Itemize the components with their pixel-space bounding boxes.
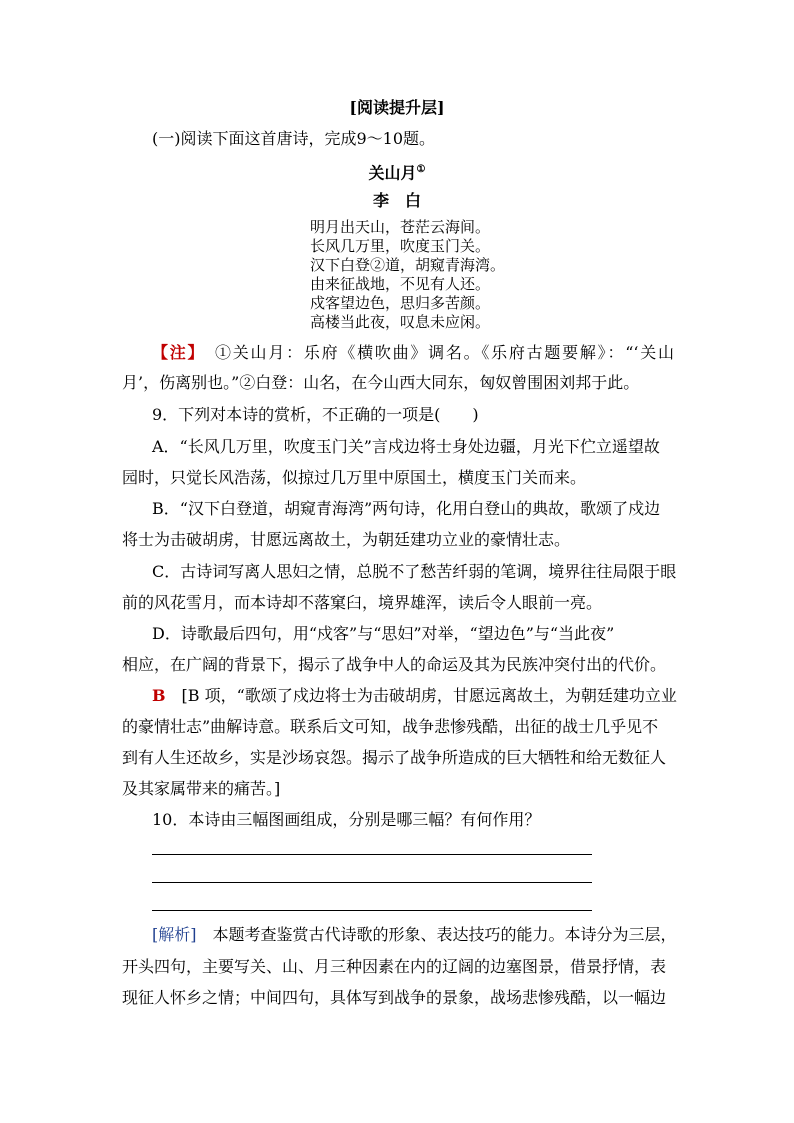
note-text-1: ①关山月：乐府《横吹曲》调名。《乐府古题要解》：“‘关山 (215, 343, 674, 362)
q9-option-a-line1: A．“长风几万里，吹度玉门关”言戍边将士身处边疆，月光下伫立遥望故 (152, 437, 660, 456)
q10-stem: 10．本诗由三幅图画组成，分别是哪三幅？有何作用？ (152, 810, 541, 829)
poem-line: 明月出天山，苍茫云海间。 (310, 218, 491, 236)
section-title: [阅读提升层] (349, 98, 445, 117)
note-line-2: 月’，伤离别也。”②白登：山名，在今山西大同东，匈奴曾围困刘邦于此。 (122, 373, 640, 392)
analysis-tag: [解析] (152, 925, 197, 944)
q9-option-b-line2: 将士为击破胡虏，甘愿远离故土，为朝廷建功立业的豪情壮志。 (122, 530, 571, 549)
poem-line: 汉下白登②道，胡窥青海湾。 (310, 256, 506, 274)
q9-stem: 9．下列对本诗的赏析，不正确的一项是( ) (152, 405, 479, 424)
poem-line: 由来征战地，不见有人还。 (310, 275, 491, 293)
answer-blank-line[interactable] (152, 910, 592, 911)
intro-text: (一)阅读下面这首唐诗，完成9～10题。 (152, 129, 436, 148)
analysis-line3: 现征人怀乡之情；中间四句，具体写到战争的景象，战场悲惨残酷，以一幅边 (122, 988, 667, 1007)
poem-title-text: 关山月 (368, 163, 417, 183)
poem-line: 长风几万里，吹度玉门关。 (310, 237, 491, 255)
q9-answer-line2: 的豪情壮志”曲解诗意。联系后文可知，战争悲惨残酷，出征的战士几乎见不 (122, 717, 659, 736)
q9-answer-line4: 及其家属带来的痛苦。] (122, 779, 281, 798)
q9-answer-line3: 到有人生还故乡，实是沙场哀怨。揭示了战争所造成的巨大牺牲和给无数征人 (122, 748, 667, 767)
q9-option-b-line1: B．“汉下白登道，胡窥青海湾”两句诗，化用白登山的典故，歌颂了戍边 (152, 499, 661, 518)
q9-option-c-line2: 前的风花雪月，而本诗却不落窠臼，境界雄浑，读后令人眼前一亮。 (122, 593, 603, 612)
poem-line: 高楼当此夜，叹息未应闲。 (310, 313, 491, 331)
q9-answer-text-1: [B 项，“歌颂了戍边将士为击破胡虏，甘愿远离故土，为朝廷建功立业 (181, 686, 677, 705)
answer-blank-line[interactable] (152, 854, 592, 855)
poem-title-footnote-mark: ① (416, 164, 426, 175)
q9-option-a-line2: 园时，只觉长风浩荡，似掠过几万里中原国土，横度玉门关而来。 (122, 468, 587, 487)
q9-option-d-line1: D．诗歌最后四句，用“戍客”与“思妇”对举，“望边色”与“当此夜” (152, 624, 615, 643)
poem-title (0, 160, 794, 183)
q9-option-c-line1: C．古诗词写离人思妇之情，总脱不了愁苦纤弱的笔调，境界往往局限于眼 (152, 562, 677, 581)
poem-author: 李 白 (372, 191, 421, 210)
note-tag: 【注】 (152, 343, 198, 362)
note-line-1 (152, 343, 674, 363)
q9-option-d-line2: 相应，在广阔的背景下，揭示了战争中人的命运及其为民族冲突付出的代价。 (122, 655, 667, 674)
q9-answer-letter: B (152, 686, 166, 705)
poem-line: 戍客望边色，思归多苦颜。 (310, 294, 491, 312)
analysis-line1 (152, 925, 677, 945)
analysis-line2: 开头四句，主要写关、山、月三种因素在内的辽阔的边塞图景，借景抒情，表 (122, 957, 667, 976)
analysis-text-1: 本题考查鉴赏古代诗歌的形象、表达技巧的能力。本诗分为三层， (196, 925, 677, 944)
answer-blank-line[interactable] (152, 882, 592, 883)
q9-answer-line1 (152, 686, 677, 706)
